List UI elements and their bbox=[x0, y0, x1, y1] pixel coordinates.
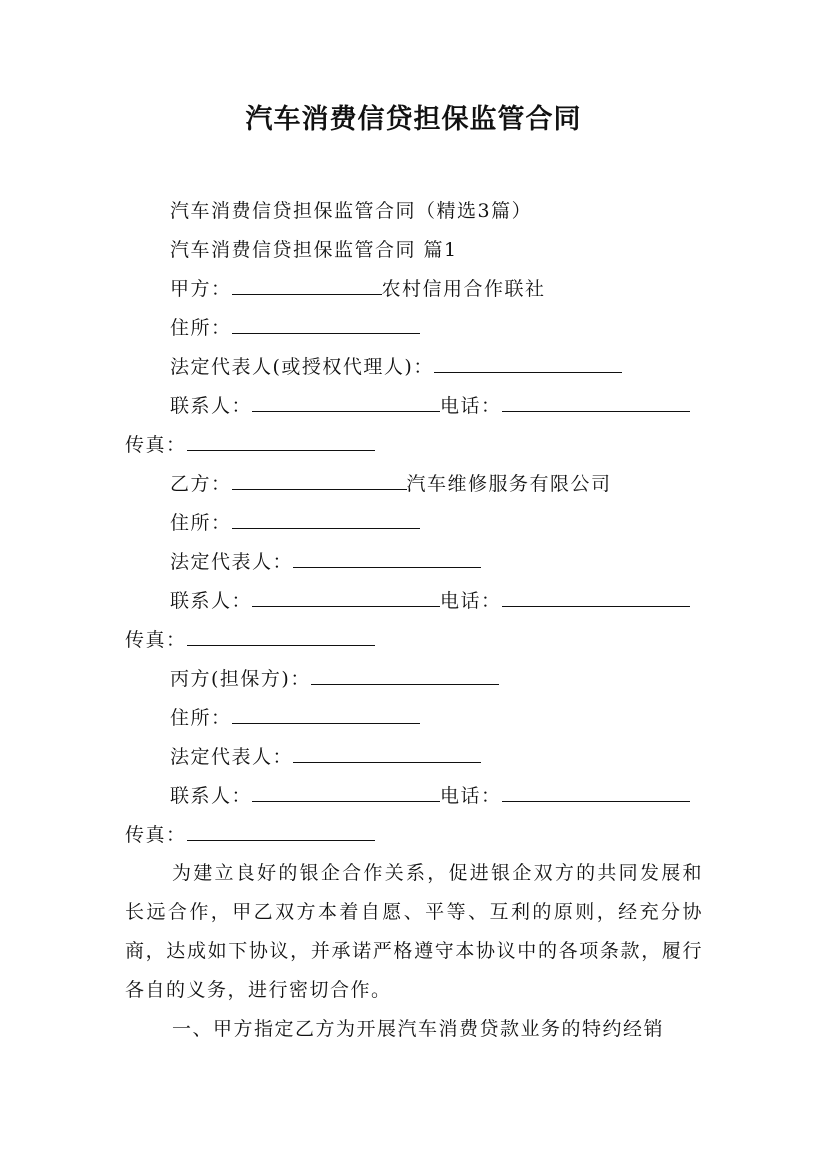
party-c-address-label: 住所： bbox=[170, 707, 232, 729]
party-c-rep-line bbox=[170, 742, 481, 772]
party-a-address-blank bbox=[232, 315, 420, 334]
section-heading: 汽车消费信贷担保监管合同 篇1 bbox=[170, 239, 458, 261]
party-a-contact-line bbox=[170, 391, 690, 421]
document-title: 汽车消费信贷担保监管合同 bbox=[245, 104, 582, 135]
party-c-contact-label: 联系人： bbox=[170, 785, 253, 807]
party-a-contact-blank bbox=[252, 393, 440, 412]
party-c-fax-line bbox=[125, 820, 375, 850]
party-b-fax-line bbox=[125, 625, 375, 655]
body-paragraph-1: 为建立良好的银企合作关系，促进银企双方的共同发展和长远合作，甲乙双方本着自愿、平等、互利的原则，经充分协商，达成如下协议，并承诺严格遵守本协议中的各项条款，履行各自的义务，进行密切合作。 bbox=[125, 862, 703, 1001]
party-b-rep-label: 法定代表人： bbox=[170, 551, 294, 573]
document-subtitle: 汽车消费信贷担保监管合同（精选3篇） bbox=[170, 200, 533, 222]
party-b-address-line bbox=[170, 508, 420, 538]
party-a-label: 甲方： bbox=[170, 278, 232, 300]
party-a-blank bbox=[232, 276, 382, 295]
body-paragraph-2: 一、甲方指定乙方为开展汽车消费贷款业务的特约经销 bbox=[172, 1018, 665, 1040]
party-a-rep-line bbox=[170, 352, 622, 382]
party-b-blank bbox=[232, 471, 407, 490]
party-b-line bbox=[170, 469, 612, 499]
party-a-phone-label: 电话： bbox=[440, 395, 502, 417]
party-a-phone-blank bbox=[502, 393, 690, 412]
party-a-name: 农村信用合作联社 bbox=[381, 278, 546, 300]
party-a-fax-line bbox=[125, 430, 375, 460]
party-a-line bbox=[170, 274, 546, 304]
party-a-contact-label: 联系人： bbox=[170, 395, 253, 417]
party-b-phone-label: 电话： bbox=[440, 590, 502, 612]
party-b-name: 汽车维修服务有限公司 bbox=[406, 473, 612, 495]
party-a-fax-label: 传真： bbox=[125, 434, 187, 456]
party-b-label: 乙方： bbox=[170, 473, 232, 495]
party-c-line bbox=[170, 664, 499, 694]
party-c-contact-blank bbox=[252, 783, 440, 802]
party-b-address-blank bbox=[232, 510, 420, 529]
party-b-fax-blank bbox=[187, 627, 375, 646]
party-b-address-label: 住所： bbox=[170, 512, 232, 534]
party-b-contact-blank bbox=[252, 588, 440, 607]
party-a-fax-blank bbox=[187, 432, 375, 451]
party-c-contact-line bbox=[170, 781, 690, 811]
party-b-phone-blank bbox=[502, 588, 690, 607]
party-c-rep-blank bbox=[293, 744, 481, 763]
party-c-fax-blank bbox=[187, 822, 375, 841]
party-b-rep-line bbox=[170, 547, 481, 577]
party-b-contact-label: 联系人： bbox=[170, 590, 253, 612]
party-c-blank bbox=[311, 666, 499, 685]
party-a-address-label: 住所： bbox=[170, 317, 232, 339]
party-b-rep-blank bbox=[293, 549, 481, 568]
party-c-phone-label: 电话： bbox=[440, 785, 502, 807]
party-a-address-line bbox=[170, 313, 420, 343]
party-a-rep-label: 法定代表人(或授权代理人)： bbox=[170, 356, 434, 378]
party-c-fax-label: 传真： bbox=[125, 824, 187, 846]
party-c-address-line bbox=[170, 703, 420, 733]
party-c-phone-blank bbox=[502, 783, 690, 802]
party-c-address-blank bbox=[232, 705, 420, 724]
party-c-rep-label: 法定代表人： bbox=[170, 746, 294, 768]
party-c-label: 丙方(担保方)： bbox=[170, 668, 311, 690]
party-b-contact-line bbox=[170, 586, 690, 616]
party-b-fax-label: 传真： bbox=[125, 629, 187, 651]
party-a-rep-blank bbox=[434, 354, 622, 373]
